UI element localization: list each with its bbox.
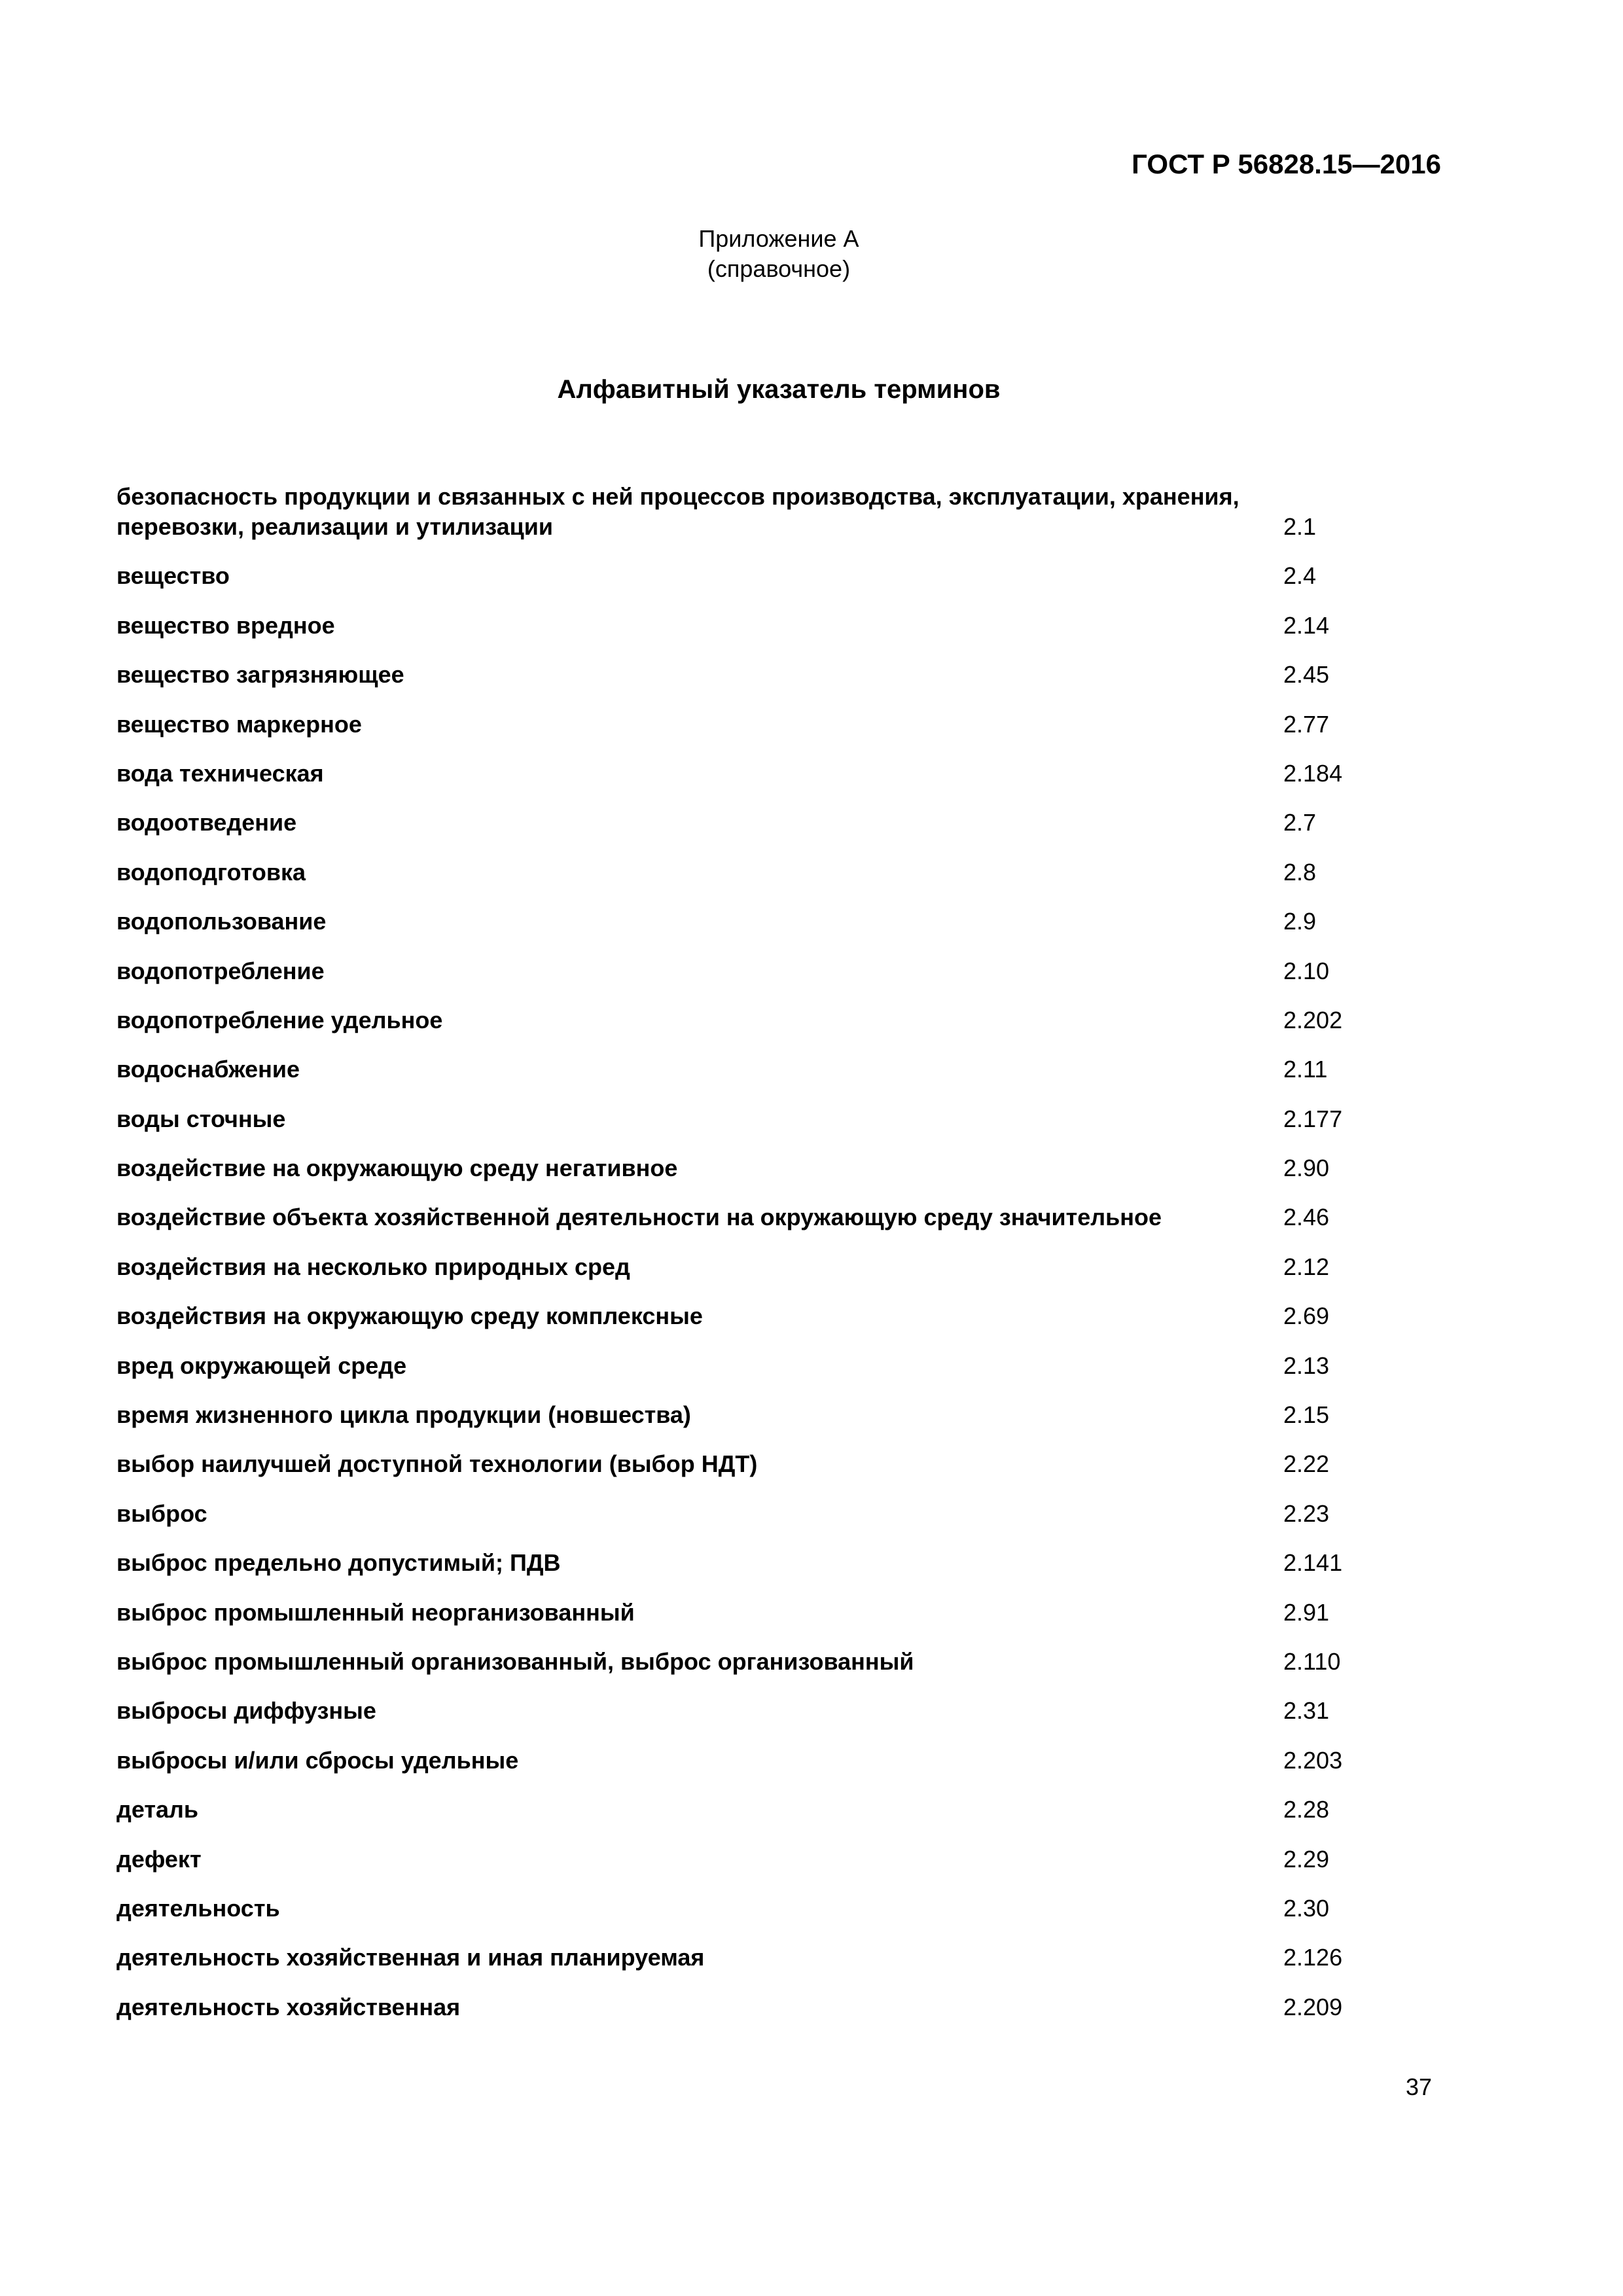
- term-text: водоотведение: [116, 809, 297, 836]
- term-row: [116, 1746, 1432, 1776]
- term-row: [116, 1647, 1432, 1677]
- term-reference-number: 2.7: [1283, 809, 1317, 836]
- term-reference-number: 2.203: [1283, 1746, 1343, 1774]
- term-text: вещество маркерное: [116, 710, 362, 738]
- term-row: [116, 1153, 1432, 1183]
- term-row: [116, 660, 1432, 690]
- term-reference-number: 2.31: [1283, 1697, 1330, 1725]
- term-text: деятельность хозяйственная и иная планируемая: [116, 1944, 705, 1971]
- term-row: [116, 1696, 1432, 1726]
- term-text: водопотребление: [116, 957, 325, 984]
- term-text: водопользование: [116, 908, 327, 935]
- term-text: воздействия на несколько природных сред: [116, 1253, 630, 1280]
- term-text: вещество загрязняющее: [116, 661, 404, 689]
- term-row: [116, 857, 1432, 888]
- term-row: [116, 1548, 1432, 1578]
- term-row: [116, 1054, 1432, 1085]
- term-text: выброс промышленный организованный, выброс организованный: [116, 1647, 914, 1675]
- term-row: [116, 709, 1432, 740]
- term-reference-number: 2.110: [1283, 1647, 1341, 1675]
- document-code: ГОСТ Р 56828.15—2016: [1132, 149, 1441, 179]
- term-text: деталь: [116, 1796, 199, 1823]
- term-text: вещество вредное: [116, 611, 335, 639]
- term-row: [116, 1104, 1432, 1134]
- term-reference-number: 2.1: [1283, 513, 1317, 540]
- term-text: безопасность продукции и связанных с ней процессов производства, эксплуатации, хранения, перевозки, реализации и утилизации: [116, 483, 1240, 540]
- term-text: вещество: [116, 562, 230, 590]
- term-text: вода техническая: [116, 759, 324, 787]
- term-reference-number: 2.177: [1283, 1105, 1343, 1132]
- term-row: [116, 1499, 1432, 1529]
- term-row: [116, 1943, 1432, 1973]
- term-reference-number: 2.184: [1283, 759, 1343, 787]
- appendix-label: Приложение А: [698, 225, 859, 252]
- term-reference-number: 2.46: [1283, 1204, 1330, 1231]
- term-text: выброс промышленный неорганизованный: [116, 1598, 635, 1626]
- term-text: выброс: [116, 1499, 207, 1527]
- appendix-type: (справочное): [707, 255, 851, 282]
- term-text: выбор наилучшей доступной технологии (выбор НДТ): [116, 1450, 758, 1478]
- term-text: дефект: [116, 1845, 202, 1873]
- term-text: выброс предельно допустимый; ПДВ: [116, 1549, 561, 1577]
- term-row: [116, 1598, 1432, 1628]
- term-reference-number: 2.69: [1283, 1302, 1330, 1330]
- term-row: [116, 808, 1432, 838]
- term-reference-number: 2.4: [1283, 562, 1317, 590]
- term-row: [116, 1795, 1432, 1825]
- term-text: выбросы и/или сбросы удельные: [116, 1746, 519, 1774]
- term-row: [116, 906, 1432, 937]
- term-text: деятельность: [116, 1894, 280, 1922]
- term-row: [116, 1449, 1432, 1479]
- term-index-list: [116, 482, 1432, 2041]
- term-reference-number: 2.10: [1283, 957, 1330, 984]
- page-number: 37: [1405, 2073, 1432, 2100]
- term-text: водопотребление удельное: [116, 1006, 443, 1033]
- term-reference-number: 2.15: [1283, 1401, 1330, 1429]
- term-text: выбросы диффузные: [116, 1697, 376, 1725]
- term-text: водоподготовка: [116, 858, 306, 886]
- term-reference-number: 2.9: [1283, 908, 1317, 935]
- term-row: [116, 956, 1432, 986]
- term-reference-number: 2.23: [1283, 1499, 1330, 1527]
- term-text: деятельность хозяйственная: [116, 1993, 461, 2020]
- term-reference-number: 2.202: [1283, 1006, 1343, 1033]
- term-row: [116, 1252, 1432, 1282]
- term-row: [116, 1844, 1432, 1874]
- term-row: [116, 561, 1432, 591]
- term-reference-number: 2.209: [1283, 1993, 1343, 2020]
- term-reference-number: 2.90: [1283, 1155, 1330, 1182]
- term-text: воды сточные: [116, 1105, 286, 1132]
- term-reference-number: 2.30: [1283, 1894, 1330, 1922]
- term-reference-number: 2.45: [1283, 661, 1330, 689]
- term-reference-number: 2.22: [1283, 1450, 1330, 1478]
- term-reference-number: 2.14: [1283, 611, 1330, 639]
- term-row: [116, 1351, 1432, 1381]
- appendix-heading: [0, 224, 1558, 284]
- term-row: [116, 1202, 1432, 1232]
- term-reference-number: 2.11: [1283, 1056, 1328, 1083]
- term-text: воздействие на окружающую среду негативное: [116, 1155, 678, 1182]
- term-row: [116, 611, 1432, 641]
- term-reference-number: 2.126: [1283, 1944, 1343, 1971]
- term-text: воздействие объекта хозяйственной деятельности на окружающую среду значительное: [116, 1204, 1162, 1231]
- term-reference-number: 2.91: [1283, 1598, 1330, 1626]
- term-row: [116, 759, 1432, 789]
- term-row: [116, 1893, 1432, 1924]
- term-reference-number: 2.13: [1283, 1352, 1330, 1379]
- term-reference-number: 2.12: [1283, 1253, 1330, 1280]
- term-row: [116, 1005, 1432, 1035]
- term-reference-number: 2.8: [1283, 858, 1317, 886]
- index-title: Алфавитный указатель терминов: [557, 375, 1001, 404]
- term-reference-number: 2.77: [1283, 710, 1330, 738]
- term-row: [116, 1301, 1432, 1331]
- term-text: вред окружающей среде: [116, 1352, 407, 1379]
- term-text: воздействия на окружающую среду комплексные: [116, 1302, 703, 1330]
- term-reference-number: 2.141: [1283, 1549, 1343, 1577]
- term-text: водоснабжение: [116, 1056, 300, 1083]
- term-row: [116, 1400, 1432, 1430]
- term-row: [116, 482, 1432, 542]
- term-row: [116, 1992, 1432, 2022]
- term-reference-number: 2.28: [1283, 1796, 1330, 1823]
- term-text: время жизненного цикла продукции (новшества): [116, 1401, 691, 1429]
- term-reference-number: 2.29: [1283, 1845, 1330, 1873]
